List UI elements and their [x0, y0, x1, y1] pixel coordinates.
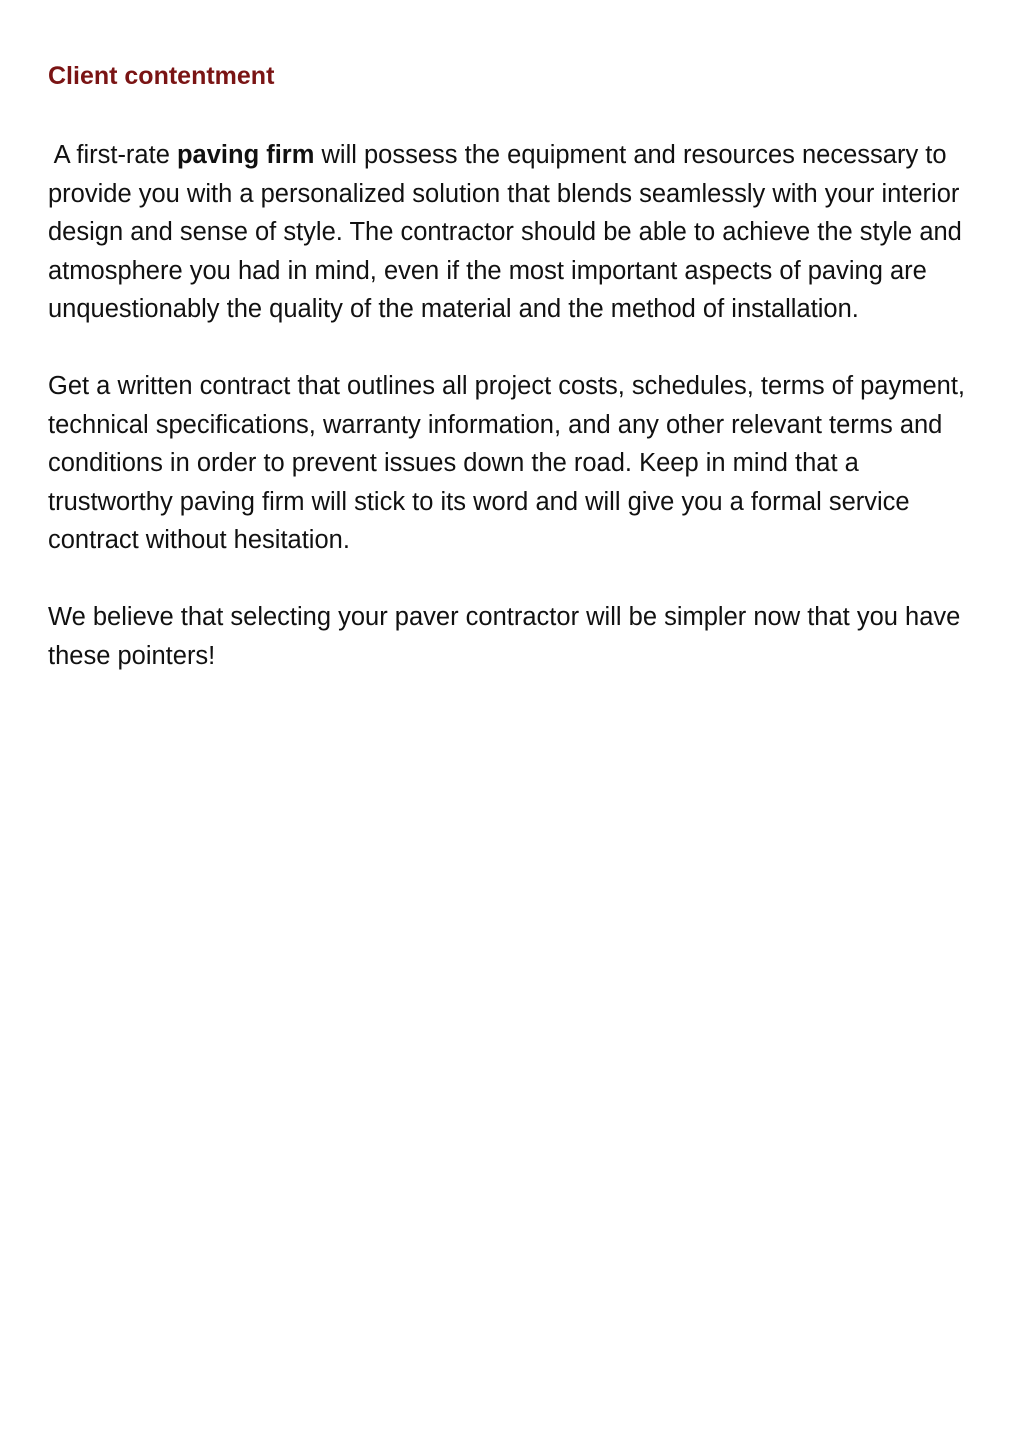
paragraph-intro-start: A first-rate: [48, 141, 177, 169]
paragraph-intro-rest: will possess the equipment and resources necessary to provide you with a personalized solution that blends seamlessly with your interior design and sense of style. The contractor should be able to achieve the style and atmosphere you had in mind, even if the most important aspects of paving are unquestionably the quality of the material and the method of installation.: [48, 141, 962, 323]
paragraph-contract: Get a written contract that outlines all project costs, schedules, terms of payment, technical specifications, warranty information, and any other relevant terms and conditions in order to prevent issues down the road. Keep in mind that a trustworthy paving firm will stick to its word and will give you a formal service contract without hesitation.: [48, 372, 966, 554]
paragraph-intro: [48, 136, 988, 329]
document-body: [48, 58, 988, 675]
paving-firm-emphasis: paving firm: [176, 141, 315, 169]
paragraph-closing: We believe that selecting your paver contractor will be simpler now that you have these pointers!: [48, 603, 961, 670]
section-heading: Client contentment: [48, 62, 275, 90]
